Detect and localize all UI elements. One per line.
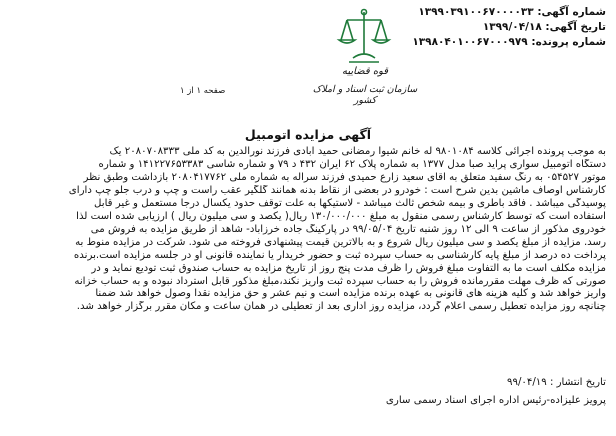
body-line: مزایده مکلف است ما به التفاوت مبلغ فروش را ظرف مدت پنج روز از تاریخ مزایده به حساب صندوق ثبت تودیع نماید و در <box>91 262 606 274</box>
body-line: چنانچه روز مزایده تعطیل رسمی اعلام گردد، مزایده روز اداری بعد از تعطیلی در همان ساعت و مکان مقرر برگزار خواهد شد. <box>76 301 606 313</box>
body-line: به موجب پرونده اجرائی کلاسه ۹۸۰۱۰۸۴ له خانم شیوا رمضانی حمید آبادی فرزند نورالدین به کد ملی ۲۰۸۰۷۰۸۳۳۳ یک <box>109 146 606 157</box>
notice-body <box>12 146 606 314</box>
notice-date: تاریخ آگهی: ۱۳۹۹/۰۴/۱۸ <box>482 21 606 33</box>
organization-label: سازمان ثبت اسناد و املاک کشور <box>312 84 418 106</box>
body-line: استفاده است که توسط کارشناس رسمی منقول به مبلغ ۱۳۰/۰۰۰/۰۰۰ ریال( یکصد و سی میلیون ریال ) ارزیابی شده است لذا <box>76 210 606 222</box>
page-number: صفحه ۱ از ۱ <box>180 86 226 96</box>
body-line: دستگاه اتومبیل سواری پراید صبا مدل ۱۳۷۷ به شماره پلاک ۶۲ ایران ۴۳۲ د ۷۹ و شماره شاسی ۱۴۱۲۲۷۶۵۳۳۸۳ و شماره <box>98 158 606 170</box>
body-line: واریز خواهد شد و کلیه هزینه های قانونی به عهده برنده مزایده است و نیم عشر و حق مزایده نقداً وصول خواهد شد ضمناً <box>95 288 606 300</box>
publish-date: تاریخ انتشار : ۹۹/۰۴/۱۹ <box>507 377 606 388</box>
case-number: شماره پرونده: ۱۳۹۸۰۴۰۱۰۰۶۷۰۰۰۹۷۹ <box>412 36 606 48</box>
body-line: خودروی مذکور از ساعت ۹ الی ۱۲ روز شنبه تاریخ ۹۹/۰۵/۰۴ در پارکینگ جاده خرزآباد- شاهد از طریق مزایده به فروش می <box>90 223 606 235</box>
judiciary-label: قوه قضاییه <box>341 66 389 77</box>
body-line: رسد. مزایده از مبلغ یکصد و سی میلیون ریال شروع و به بالاترین قیمت پیشنهادی فروخته می شود. شرکت در مزایده منوط به <box>75 236 606 248</box>
notice-number: شماره آگهی: ۱۳۹۹۰۳۹۱۰۰۶۷۰۰۰۰۳۳ <box>418 6 606 18</box>
signer-name: پرویز علیزاده-رئیس اداره اجرای اسناد رسمی ساری <box>385 395 606 406</box>
judiciary-emblem-icon <box>331 6 397 68</box>
page-title: آگهی مزایده اتومبیل <box>244 127 372 142</box>
body-line: موتور ۰۵۴۵۲۷ به رنگ سفید متعلق به آقای سعید زارع حمیدی فرزند سراله به شماره ملی ۲۰۸۰۴۱۷۷۶۲ بازداشت وطبق نظر <box>83 171 606 183</box>
body-line: پوسیدگی میباشد . فاقد باطری و بیمه شخص ثالث میباشد - لاستیکها به علت توقف حدود یکسال درجا مستعمل و غیر قابل <box>94 197 606 209</box>
body-line: صورتی که ظرف مهلت مقررمانده فروش را به حساب سپرده ثبت واریز نکند،مبلغ مذکور قابل استرداد نبوده و به حساب خزانه <box>74 275 606 287</box>
body-line: کارشناس اوصاف ماشین بدین شرح است : خودرو در بعضی از نقاط بدنه همانند گلگیر عقب راست و چپ و درب جلو چپ دارای <box>68 184 606 196</box>
body-line: پرداخت ده درصد از مبلغ پایه کارشناسی به حساب سپرده ثبت و حضور خریدار یا نماینده قانونی او در جلسه مزایده است.برنده <box>73 249 606 261</box>
